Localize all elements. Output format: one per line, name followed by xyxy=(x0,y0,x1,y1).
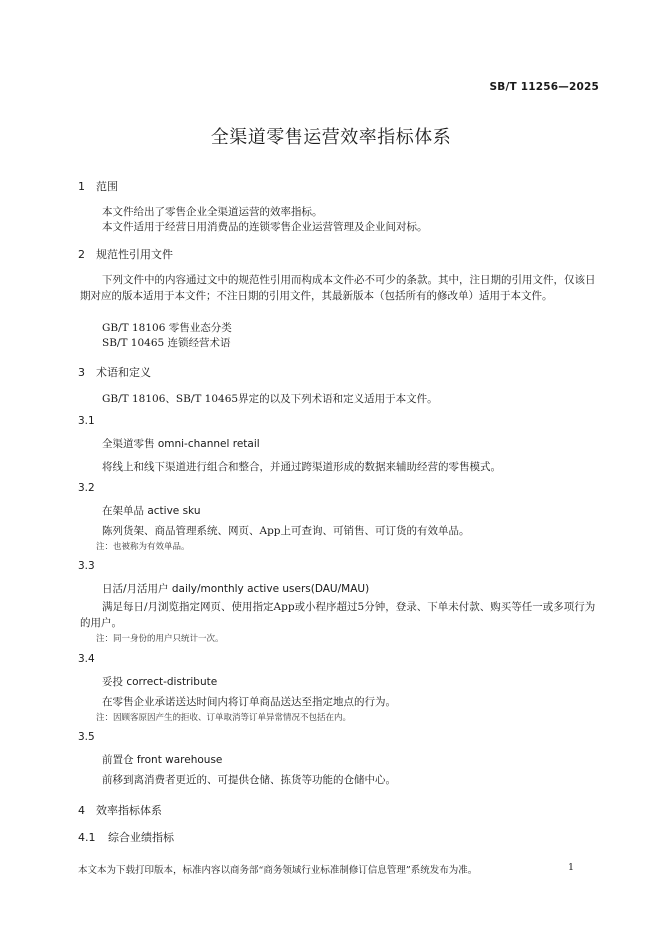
footer-notice: 本文本为下载打印版本，标准内容以商务部“商务领域行业标准制修订信息管理”系统发布为准。 xyxy=(78,865,478,876)
term-definition: 在零售企业承诺送达时间内将订单商品送达至指定地点的行为。 xyxy=(102,696,396,708)
term-definition: 满足每日/月浏览指定网页、使用指定App或小程序超过5分钟，登录、下单未付款、购买等任一或多项行为的用户。 xyxy=(80,601,596,629)
section-title: 效率指标体系 xyxy=(96,804,162,817)
term-note: 注：因顾客原因产生的拒收、订单取消等订单异常情况不包括在内。 xyxy=(96,713,352,723)
section-4-heading xyxy=(78,802,162,818)
section-title: 规范性引用文件 xyxy=(96,248,173,261)
section-2-heading xyxy=(78,246,173,262)
scope-paragraph-1: 本文件给出了零售企业全渠道运营的效率指标。 xyxy=(102,206,323,218)
section-1-heading xyxy=(78,178,118,194)
section-number: 3 xyxy=(78,366,85,379)
terms-intro: GB/T 18106、SB/T 10465界定的以及下列术语和定义适用于本文件。 xyxy=(102,393,438,405)
term-number: 3.5 xyxy=(78,731,95,743)
term-number: 3.3 xyxy=(78,560,95,572)
subsection-4-1-heading xyxy=(78,829,174,845)
reference-item-2: SB/T 10465 连锁经营术语 xyxy=(102,337,231,349)
term-heading: 在架单品 active sku xyxy=(102,505,201,517)
term-note: 注：也被称为有效单品。 xyxy=(96,542,190,552)
scope-paragraph-2: 本文件适用于经营日用消费品的连锁零售企业运营管理及企业间对标。 xyxy=(102,221,428,233)
reference-item-1: GB/T 18106 零售业态分类 xyxy=(102,322,232,334)
term-heading: 全渠道零售 omni-channel retail xyxy=(102,438,260,450)
section-number: 4 xyxy=(78,804,85,817)
term-definition: 前移到离消费者更近的、可提供仓储、拣货等功能的仓储中心。 xyxy=(102,774,396,786)
section-number: 2 xyxy=(78,248,85,261)
section-number: 1 xyxy=(78,180,85,193)
term-heading: 前置仓 front warehouse xyxy=(102,754,223,766)
term-number: 3.2 xyxy=(78,482,95,494)
page-number: 1 xyxy=(567,862,574,873)
term-heading: 日活/月活用户 daily/monthly active users(DAU/MAU) xyxy=(102,583,370,595)
term-definition: 将线上和线下渠道进行组合和整合，并通过跨渠道形成的数据来辅助经营的零售模式。 xyxy=(102,461,501,473)
term-number: 3.4 xyxy=(78,653,95,665)
term-heading: 妥投 correct-distribute xyxy=(102,676,218,688)
document-title: 全渠道零售运营效率指标体系 xyxy=(210,127,452,148)
term-number: 3.1 xyxy=(78,415,95,427)
term-definition: 陈列货架、商品管理系统、网页、App上可查询、可销售、可订货的有效单品。 xyxy=(102,525,470,537)
section-3-heading xyxy=(78,364,151,380)
section-title: 范围 xyxy=(96,180,118,193)
standard-code: SB/T 11256—2025 xyxy=(489,81,599,93)
term-note: 注：同一身份的用户只统计一次。 xyxy=(96,634,224,644)
subsection-title: 综合业绩指标 xyxy=(108,831,174,844)
normative-references-paragraph: 下列文件中的内容通过文中的规范性引用而构成本文件必不可少的条款。其中，注日期的引用文件，仅该日期对应的版本适用于本文件；不注日期的引用文件，其最新版本（包括所有的修改单）适用于本文件。 xyxy=(80,274,596,302)
subsection-number: 4.1 xyxy=(78,831,96,844)
section-title: 术语和定义 xyxy=(96,366,151,379)
